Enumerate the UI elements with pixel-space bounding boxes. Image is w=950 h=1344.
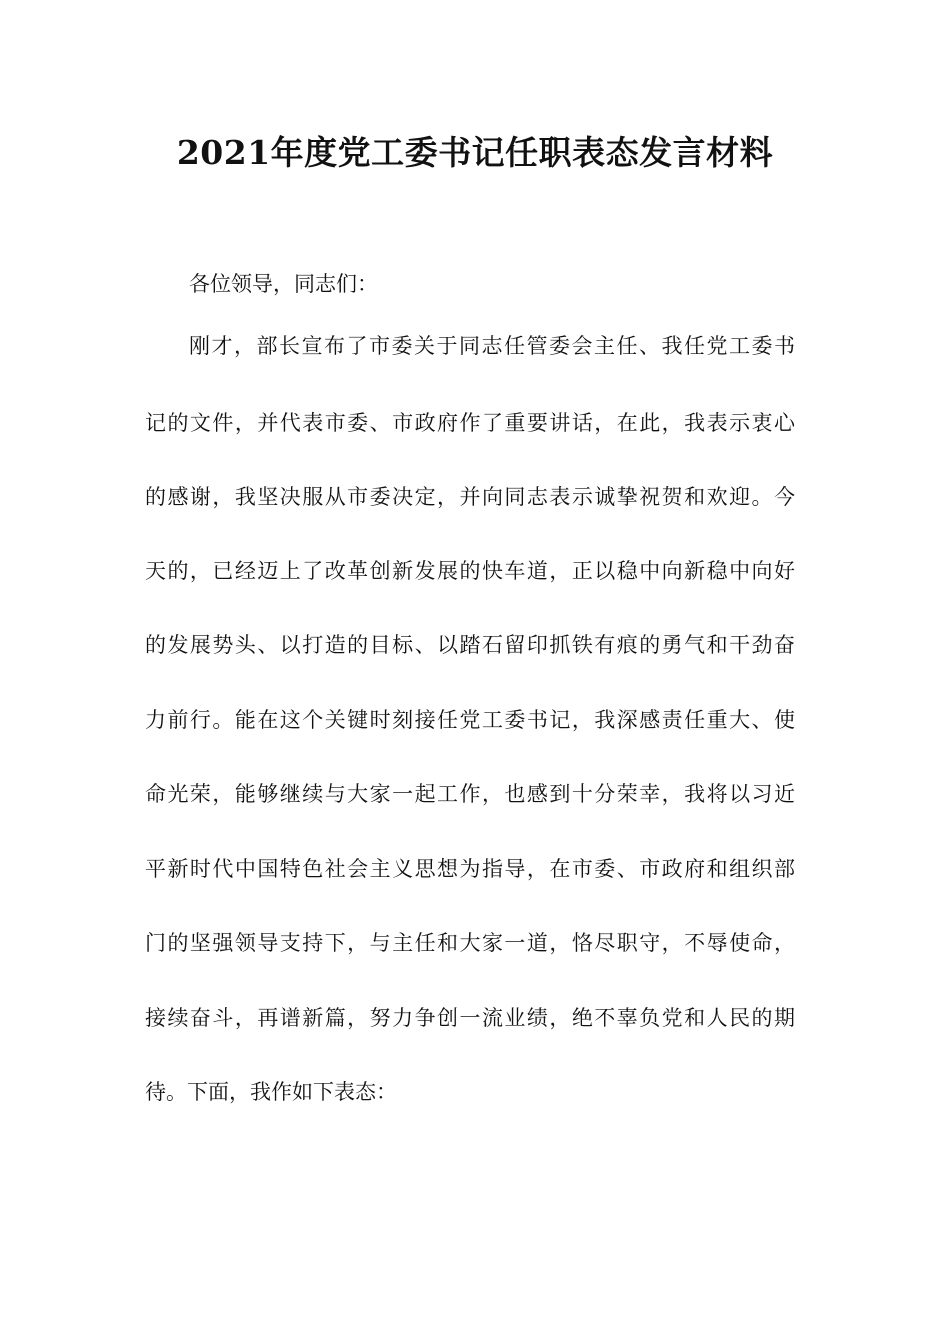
paragraph-line: 命光荣，能够继续与大家一起工作，也感到十分荣幸，我将以习近 [145, 782, 795, 806]
document-title: 2021年度党工委书记任职表态发言材料 [176, 133, 774, 172]
paragraph-line: 刚才，部长宣布了市委关于同志任管委会主任、我任党工委书 [189, 334, 795, 358]
paragraph-line: 记的文件，并代表市委、市政府作了重要讲话，在此，我表示衷心 [145, 411, 795, 435]
paragraph-line: 天的，已经迈上了改革创新发展的快车道，正以稳中向新稳中向好 [145, 559, 795, 583]
paragraph-line: 接续奋斗，再谱新篇，努力争创一流业绩，绝不辜负党和人民的期 [145, 1006, 795, 1030]
paragraph-line: 待。下面，我作如下表态： [145, 1080, 397, 1104]
paragraph-line: 的发展势头、以打造的目标、以踏石留印抓铁有痕的勇气和干劲奋 [145, 633, 795, 657]
salutation: 各位领导，同志们： [189, 272, 378, 296]
paragraph-line: 门的坚强领导支持下，与主任和大家一道，恪尽职守，不辱使命， [145, 931, 795, 955]
paragraph-line: 的感谢，我坚决服从市委决定，并向同志表示诚挚祝贺和欢迎。今 [145, 485, 795, 509]
paragraph-line: 力前行。能在这个关键时刻接任党工委书记，我深感责任重大、使 [145, 708, 795, 732]
paragraph-line: 平新时代中国特色社会主义思想为指导，在市委、市政府和组织部 [145, 857, 795, 881]
